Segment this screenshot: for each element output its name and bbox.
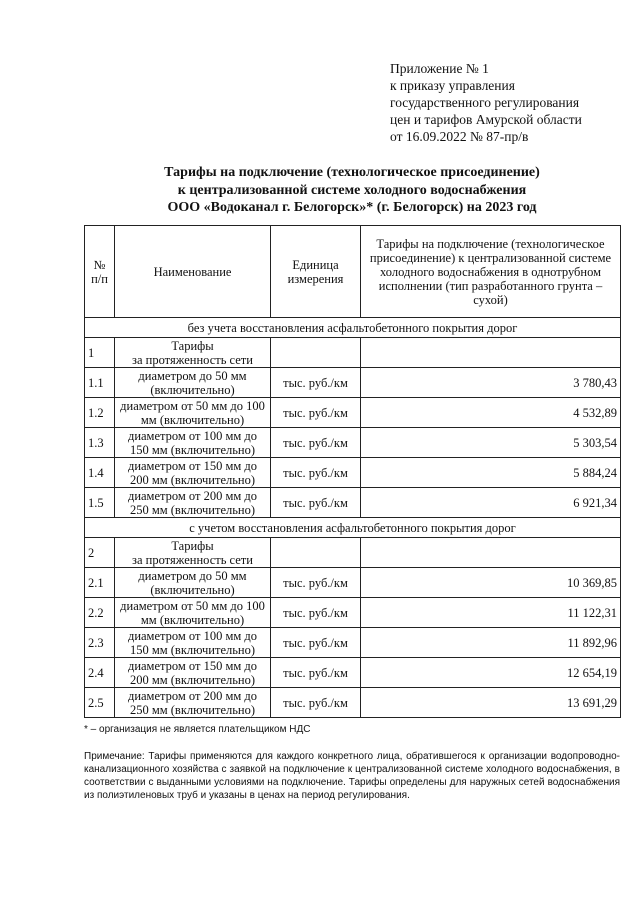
row-unit: тыс. руб./км: [271, 658, 361, 688]
row-name: диаметром от 50 мм до 100 мм (включительно): [115, 598, 271, 628]
title-line: ООО «Водоканал г. Белогорск»* (г. Белогорск) на 2023 год: [167, 200, 537, 215]
row-name: диаметром от 150 мм до 200 мм (включительно): [115, 658, 271, 688]
table-row: [85, 628, 621, 658]
row-name: диаметром до 50 мм (включительно): [115, 368, 271, 398]
section-title: без учета восстановления асфальтобетонного покрытия дорог: [85, 318, 621, 338]
group-name: Тарифы за протяженность сети: [115, 538, 271, 568]
row-unit: тыс. руб./км: [271, 568, 361, 598]
row-num: 2.3: [85, 628, 115, 658]
title-line: Тарифы на подключение (технологическое присоединение): [164, 165, 540, 180]
group-name: Тарифы за протяженность сети: [115, 338, 271, 368]
group-row: [85, 338, 621, 368]
row-unit: тыс. руб./км: [271, 368, 361, 398]
row-num: 1.4: [85, 458, 115, 488]
row-name: диаметром от 200 мм до 250 мм (включительно): [115, 688, 271, 718]
row-num: 2.5: [85, 688, 115, 718]
header-tariff: Тарифы на подключение (технологическое присоединение) к централизованной системе холодного водоснабжения в однотрубном исполнении (тип разработанного грунта – сухой): [361, 226, 621, 318]
row-unit: тыс. руб./км: [271, 628, 361, 658]
row-unit: тыс. руб./км: [271, 398, 361, 428]
row-value: 5 884,24: [361, 458, 621, 488]
table-header-row: [85, 226, 621, 318]
tariffs-table: [84, 225, 621, 718]
section-row: [85, 318, 621, 338]
table-row: [85, 458, 621, 488]
table-row: [85, 658, 621, 688]
row-value: 3 780,43: [361, 368, 621, 398]
row-name: диаметром от 200 мм до 250 мм (включительно): [115, 488, 271, 518]
group-value-empty: [361, 338, 621, 368]
row-value: 13 691,29: [361, 688, 621, 718]
row-value: 12 654,19: [361, 658, 621, 688]
section-row: [85, 518, 621, 538]
footnote: * – организация не является плательщиком НДС: [84, 724, 311, 735]
document-title: [84, 164, 620, 217]
row-num: 2.4: [85, 658, 115, 688]
header-name: Наименование: [115, 226, 271, 318]
table-row: [85, 398, 621, 428]
table-row: [85, 488, 621, 518]
section-title: с учетом восстановления асфальтобетонного покрытия дорог: [85, 518, 621, 538]
row-unit: тыс. руб./км: [271, 458, 361, 488]
row-value: 10 369,85: [361, 568, 621, 598]
row-value: 6 921,34: [361, 488, 621, 518]
row-num: 1.2: [85, 398, 115, 428]
note: Примечание: Тарифы применяются для каждого конкретного лица, обратившегося к организации водопроводно-канализационного хозяйства с заявкой на подключение к централизованной системе холодного водоснабжения, в соответствии с выданными условиями на подключение. Тарифы определены для наружных сетей водоснабжения из полиэтиленовых труб и указаны в ценах на период регулирования.: [84, 751, 620, 801]
table-row: [85, 688, 621, 718]
appendix-line: от 16.09.2022 № 87-пр/в: [390, 129, 529, 144]
table-body: [85, 318, 621, 718]
row-name: диаметром от 100 мм до 150 мм (включительно): [115, 428, 271, 458]
row-value: 11 892,96: [361, 628, 621, 658]
row-value: 4 532,89: [361, 398, 621, 428]
table-row: [85, 428, 621, 458]
appendix-line: к приказу управления: [390, 78, 515, 93]
group-num: 2: [85, 538, 115, 568]
appendix-line: цен и тарифов Амурской области: [390, 112, 582, 127]
row-name: диаметром до 50 мм (включительно): [115, 568, 271, 598]
row-name: диаметром от 150 мм до 200 мм (включительно): [115, 458, 271, 488]
appendix-line: государственного регулирования: [390, 95, 580, 110]
group-unit-empty: [271, 338, 361, 368]
row-value: 11 122,31: [361, 598, 621, 628]
row-unit: тыс. руб./км: [271, 598, 361, 628]
table-row: [85, 368, 621, 398]
table-row: [85, 598, 621, 628]
header-num: № п/п: [85, 226, 115, 318]
row-value: 5 303,54: [361, 428, 621, 458]
row-num: 2.1: [85, 568, 115, 598]
row-num: 1.3: [85, 428, 115, 458]
row-unit: тыс. руб./км: [271, 488, 361, 518]
row-num: 1.1: [85, 368, 115, 398]
row-unit: тыс. руб./км: [271, 428, 361, 458]
group-num: 1: [85, 338, 115, 368]
title-line: к централизованной системе холодного водоснабжения: [177, 182, 527, 198]
row-num: 2.2: [85, 598, 115, 628]
appendix-block: [390, 60, 582, 145]
group-value-empty: [361, 538, 621, 568]
appendix-line: Приложение № 1: [390, 61, 489, 76]
row-name: диаметром от 100 мм до 150 мм (включительно): [115, 628, 271, 658]
row-num: 1.5: [85, 488, 115, 518]
row-unit: тыс. руб./км: [271, 688, 361, 718]
table-row: [85, 568, 621, 598]
group-unit-empty: [271, 538, 361, 568]
row-name: диаметром от 50 мм до 100 мм (включительно): [115, 398, 271, 428]
group-row: [85, 538, 621, 568]
header-unit: Единица измерения: [271, 226, 361, 318]
